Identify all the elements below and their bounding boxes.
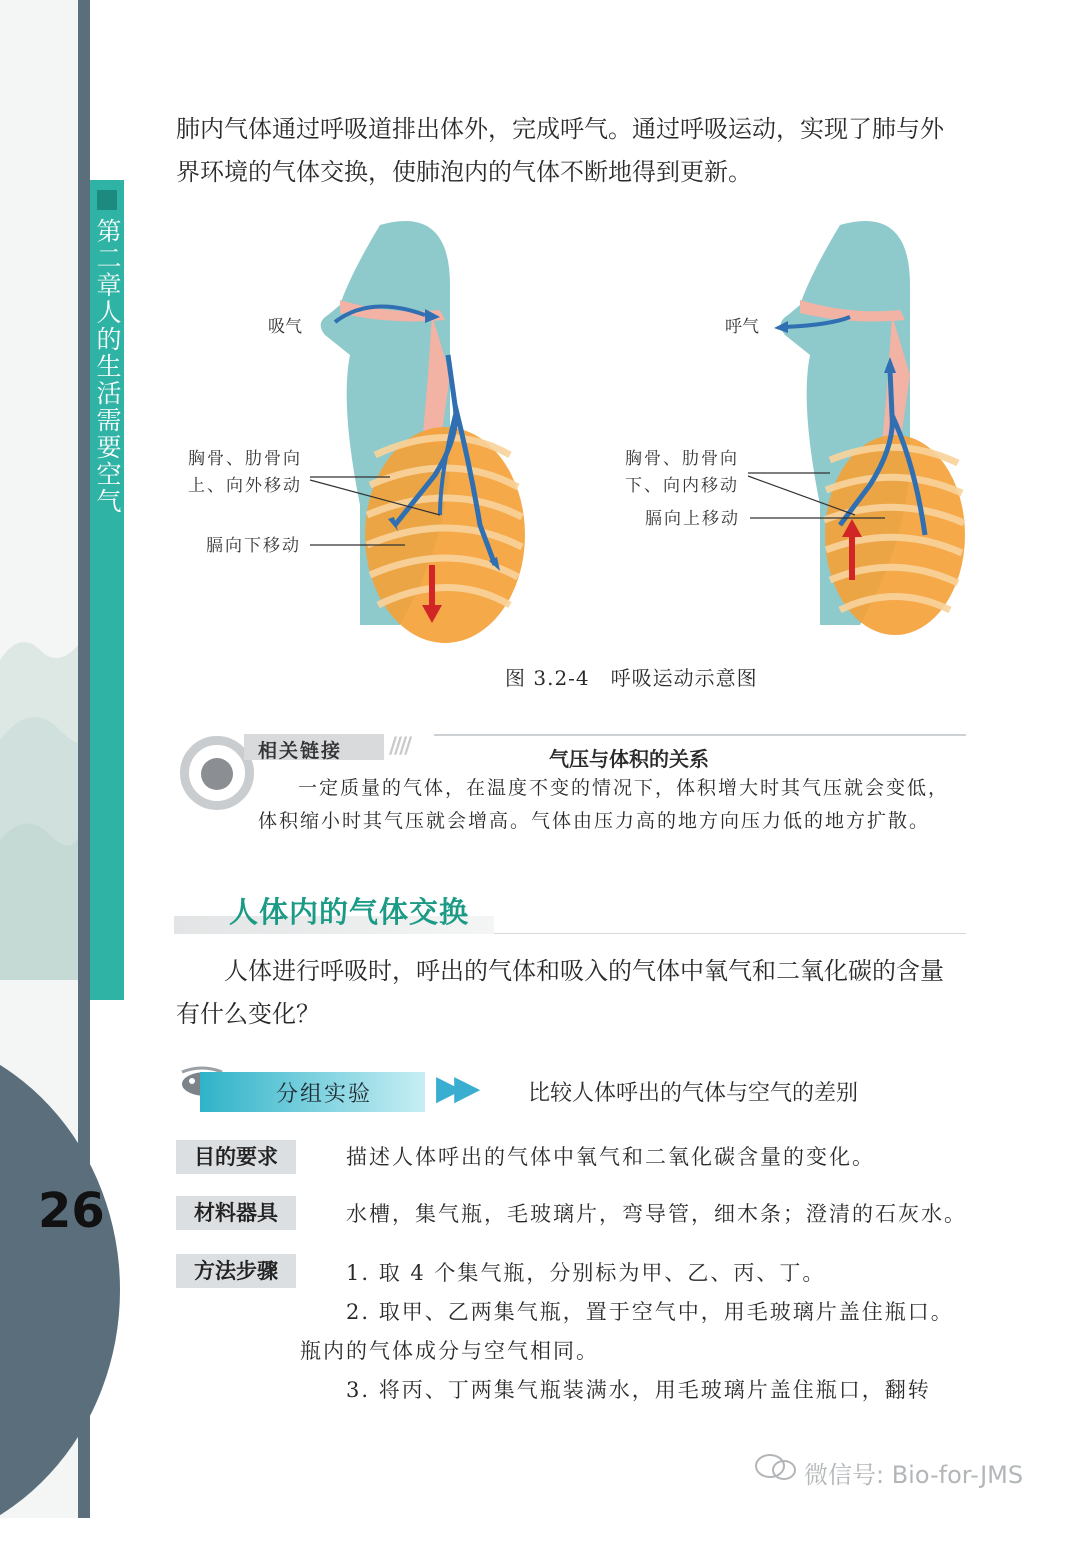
step-3: 3. 将丙、丁两集气瓶装满水，用毛玻璃片盖住瓶口，翻转 (346, 1378, 931, 1402)
inhale-figure (310, 221, 525, 643)
left-stripe (78, 0, 90, 1518)
intro-paragraph: 肺内气体通过呼吸道排出体外，完成呼气。通过呼吸运动，实现了肺与外界环境的气体交换，使肺泡内的气体不断地得到更新。 (176, 115, 944, 186)
rib-label-right-1: 胸骨、肋骨向 (625, 449, 739, 469)
experiment-label: 分组实验 (276, 1082, 373, 1107)
rib-label-left-2: 上、向外移动 (188, 476, 302, 496)
rib-label-left-1: 胸骨、肋骨向 (188, 449, 302, 469)
materials-tag: 材料器具 (176, 1196, 296, 1230)
related-link-rule (434, 734, 966, 736)
page-number: 26 (38, 1183, 105, 1239)
step-1: 1. 取 4 个集气瓶，分别标为甲、乙、丙、丁。 (346, 1261, 826, 1285)
watermark: 微信号: Bio-for-JMS (804, 1461, 1024, 1489)
mascot-badge (180, 736, 254, 810)
experiment-title: 比较人体呼出的气体与空气的差别 (528, 1081, 859, 1106)
related-link-tag: 相关链接 (258, 740, 343, 762)
breathing-diagram (150, 205, 970, 655)
exhale-label: 呼气 (725, 317, 759, 337)
chapter-title: 第二章人的生活需要空气 (93, 218, 122, 515)
chapter-square-marker (97, 190, 117, 210)
purpose-tag: 目的要求 (176, 1140, 296, 1174)
step-2: 2. 取甲、乙两集气瓶，置于空气中，用毛玻璃片盖住瓶口。 (346, 1300, 954, 1324)
inhale-label: 吸气 (268, 317, 302, 337)
mascot-icon (201, 758, 233, 790)
rib-label-right-2: 下、向内移动 (625, 476, 739, 496)
related-link-title: 气压与体积的关系 (549, 747, 709, 771)
stripe-decoration: //// (389, 734, 410, 759)
wechat-icon (752, 1452, 800, 1482)
landscape-decoration (0, 620, 82, 980)
method-tag: 方法步骤 (176, 1254, 296, 1288)
section-rule (494, 933, 966, 934)
related-link-body: 一定质量的气体，在温度不变的情况下，体积增大时其气压就会变低，体积缩小时其气压就会增高。气体由压力高的地方向压力低的地方扩散。 (258, 777, 950, 832)
section-question: 人体进行呼吸时，呼出的气体和吸入的气体中氧气和二氧化碳的含量有什么变化？ (176, 957, 944, 1028)
purpose-text: 描述人体呼出的气体中氧气和二氧化碳含量的变化。 (346, 1145, 875, 1169)
diaphragm-label-right: 膈向上移动 (645, 509, 740, 529)
related-link-box (174, 728, 966, 848)
figure-caption: 图 3.2-4 呼吸运动示意图 (505, 666, 758, 690)
diaphragm-label-left: 膈向下移动 (206, 536, 301, 556)
chevron-right-icon: ▶▶ (436, 1068, 473, 1108)
materials-text: 水槽，集气瓶，毛玻璃片，弯导管，细木条；澄清的石灰水。 (346, 1202, 967, 1226)
exhale-figure (748, 221, 965, 635)
step-2-continued: 瓶内的气体成分与空气相同。 (300, 1339, 599, 1363)
section-title: 人体内的气体交换 (229, 895, 470, 929)
section-heading (174, 886, 966, 936)
